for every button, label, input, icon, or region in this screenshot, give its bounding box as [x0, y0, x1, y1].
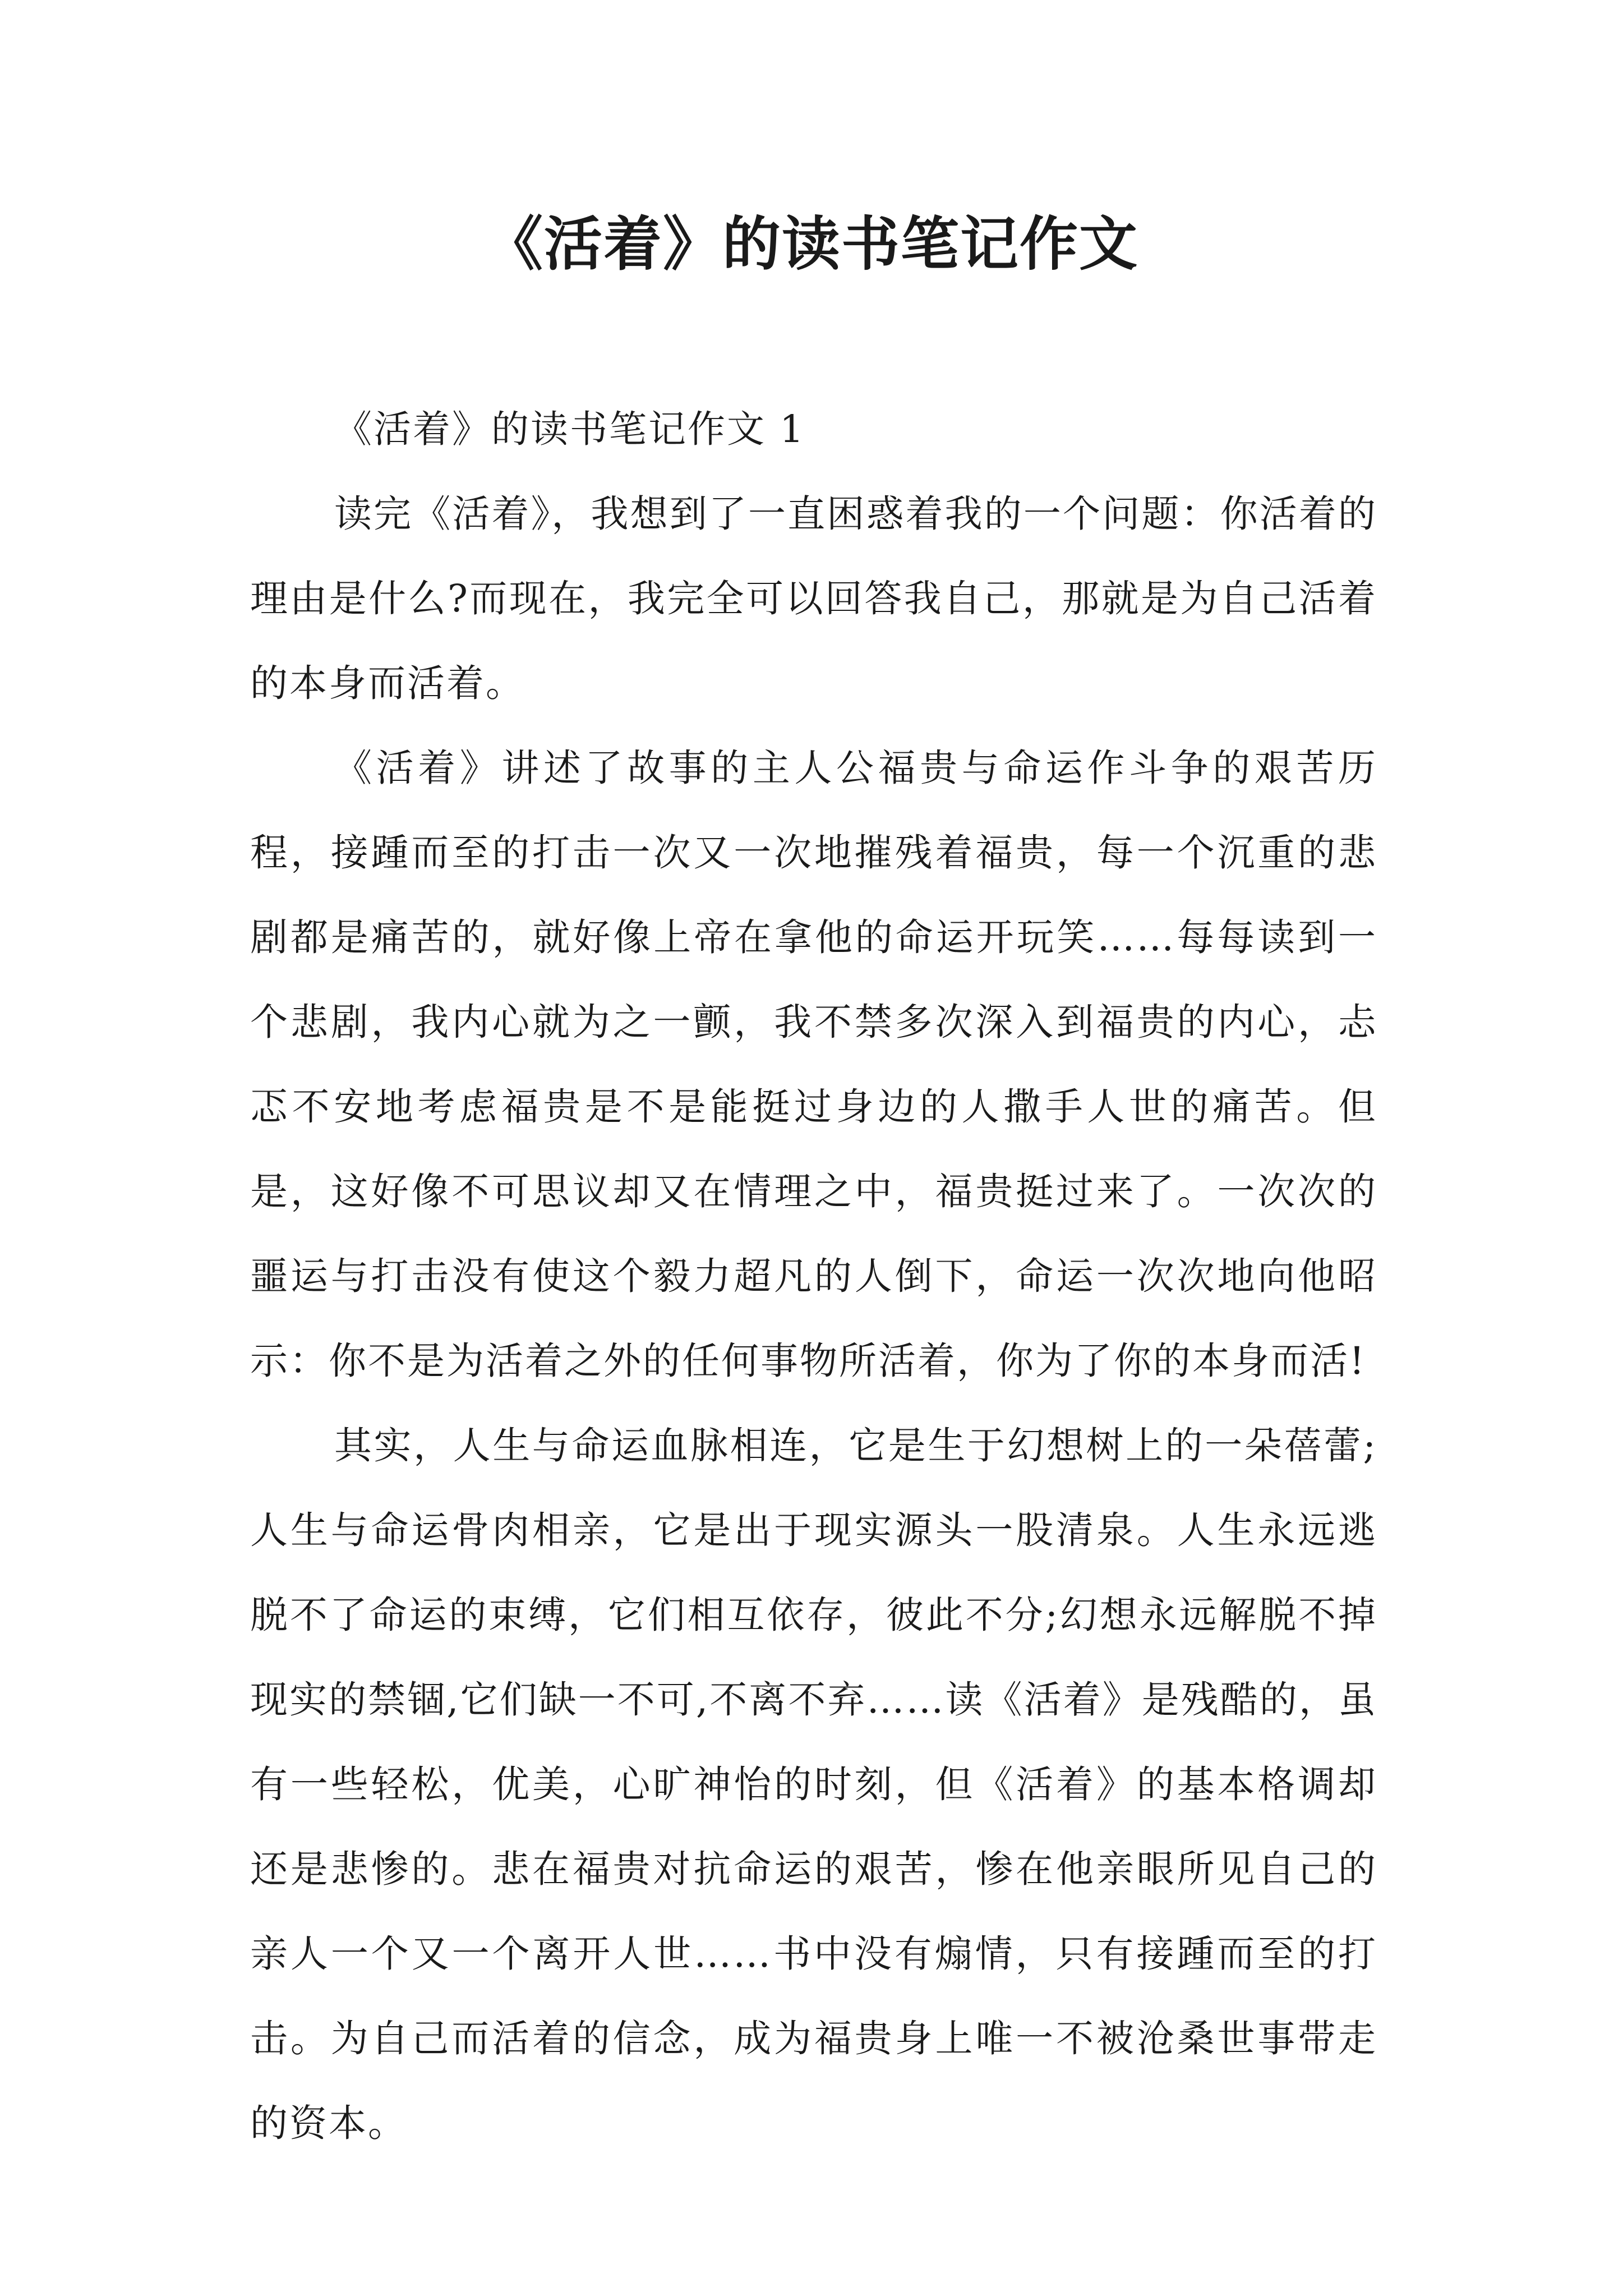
- paragraph-3: 其实，人生与命运血脉相连，它是生于幻想树上的一朵蓓蕾;人生与命运骨肉相亲，它是出于现实源头一股清泉。人生永远逃脱不了命运的束缚，它们相互依存，彼此不分;幻想永远解脱不掉现实的禁锢,它们缺一不可,不离不弃……读《活着》是残酷的，虽有一些轻松，优美，心旷神怡的时刻，但《活着》的基本格调却还是悲惨的。悲在福贵对抗命运的艰苦，惨在他亲眼所见自己的亲人一个又一个离开人世……书中没有煽情，只有接踵而至的打击。为自己而活着的信念，成为福贵身上唯一不被沧桑世事带走的资本。: [250, 1424, 1377, 2145]
- paragraph-1: 读完《活着》，我想到了一直困惑着我的一个问题：你活着的理由是什么?而现在，我完全可以回答我自己，那就是为自己活着的本身而活着。: [250, 492, 1377, 705]
- document-body: [250, 387, 1377, 2166]
- paragraph-2: 《活着》讲述了故事的主人公福贵与命运作斗争的艰苦历程，接踵而至的打击一次又一次地摧残着福贵，每一个沉重的悲剧都是痛苦的，就好像上帝在拿他的命运开玩笑……每每读到一个悲剧，我内心就为之一颤，我不禁多次深入到福贵的内心，忐忑不安地考虑福贵是不是能挺过身边的人撒手人世的痛苦。但是，这好像不可思议却又在情理之中，福贵挺过来了。一次次的噩运与打击没有使这个毅力超凡的人倒下，命运一次次地向他昭示：你不是为活着之外的任何事物所活着，你为了你的本身而活!: [250, 746, 1377, 1383]
- section-heading: 《活着》的读书笔记作文 1: [334, 407, 805, 451]
- document-title: 《活着》的读书笔记作文: [484, 209, 1138, 278]
